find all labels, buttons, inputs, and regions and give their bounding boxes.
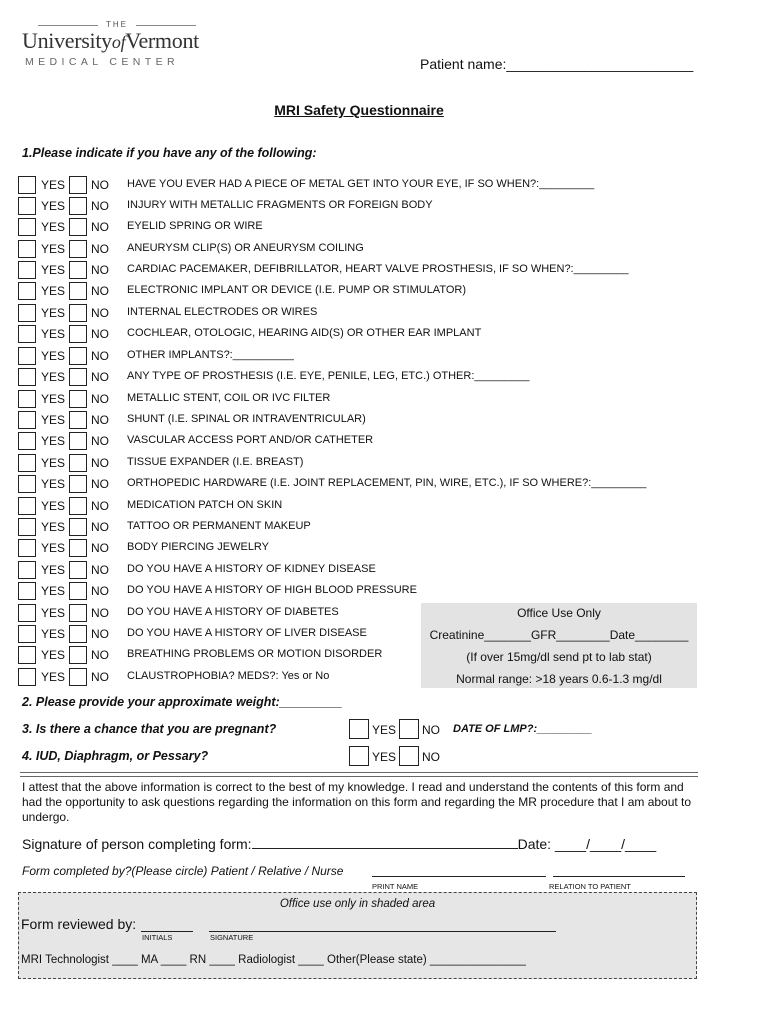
yes-checkbox[interactable]: [18, 475, 36, 493]
normal-range-note: Normal range: >18 years 0.6-1.3 mg/dl: [456, 672, 662, 686]
yes-checkbox[interactable]: [18, 411, 36, 429]
question-text: SHUNT (I.E. SPINAL OR INTRAVENTRICULAR): [127, 413, 366, 425]
no-checkbox[interactable]: [69, 282, 87, 300]
checklist-row: [18, 454, 718, 475]
office-use-title: Office Use Only: [517, 606, 601, 620]
question-text: CLAUSTROPHOBIA? MEDS?: Yes or No: [127, 670, 330, 682]
yes-label: YES: [41, 306, 66, 320]
no-label: NO: [91, 392, 109, 406]
no-label: NO: [91, 284, 109, 298]
no-checkbox[interactable]: [69, 411, 87, 429]
no-label: NO: [91, 627, 109, 641]
no-label: NO: [91, 327, 109, 341]
yes-checkbox[interactable]: [18, 261, 36, 279]
yes-checkbox[interactable]: [18, 218, 36, 236]
yes-checkbox[interactable]: [18, 240, 36, 258]
checklist-row: [18, 325, 718, 346]
date-field[interactable]: Date: ____/____/____: [517, 836, 657, 852]
checklist-row: [18, 475, 718, 496]
yes-label: YES: [41, 178, 66, 192]
question-text: BODY PIERCING JEWELRY: [127, 541, 270, 553]
yes-label: YES: [41, 349, 66, 363]
question-text: DO YOU HAVE A HISTORY OF HIGH BLOOD PRESSURE: [127, 584, 417, 596]
checklist-row: [18, 497, 718, 518]
yes-checkbox[interactable]: [18, 518, 36, 536]
no-checkbox[interactable]: [69, 197, 87, 215]
yes-label: YES: [41, 541, 66, 555]
no-label: NO: [91, 606, 109, 620]
yes-checkbox[interactable]: [18, 668, 36, 686]
no-label: NO: [91, 648, 109, 662]
yes-label: YES: [41, 327, 66, 341]
no-label: NO: [91, 242, 109, 256]
yes-checkbox[interactable]: [18, 390, 36, 408]
yes-checkbox[interactable]: [18, 582, 36, 600]
yes-checkbox[interactable]: [18, 347, 36, 365]
no-checkbox[interactable]: [69, 304, 87, 322]
yes-checkbox[interactable]: [18, 497, 36, 515]
question-text: CARDIAC PACEMAKER, DEFIBRILLATOR, HEART VALVE PROSTHESIS, IF SO WHEN?:_________: [127, 263, 629, 275]
question-1-heading: 1.Please indicate if you have any of the following:: [22, 146, 317, 160]
no-checkbox[interactable]: [69, 240, 87, 258]
form-title: MRI Safety Questionnaire: [274, 102, 444, 118]
office-shaded-area: [18, 892, 697, 979]
checklist-row: [18, 518, 718, 539]
yes-label: YES: [41, 670, 66, 684]
no-label: NO: [91, 584, 109, 598]
yes-label: YES: [41, 584, 66, 598]
iud-yes-label: YES: [372, 750, 397, 764]
yes-label: YES: [41, 413, 66, 427]
pregnant-no-label: NO: [422, 723, 440, 737]
no-label: NO: [91, 370, 109, 384]
question-text: VASCULAR ACCESS PORT AND/OR CATHETER: [127, 434, 374, 446]
question-text: DO YOU HAVE A HISTORY OF KIDNEY DISEASE: [127, 563, 376, 575]
logo-university-vermont: UniversityofVermont: [22, 28, 199, 53]
question-text: ANEURYSM CLIP(S) OR ANEURYSM COILING: [127, 242, 364, 254]
no-checkbox[interactable]: [69, 475, 87, 493]
yes-checkbox[interactable]: [18, 176, 36, 194]
question-4-iud: 4. IUD, Diaphragm, or Pessary?: [22, 749, 209, 763]
question-text: DO YOU HAVE A HISTORY OF DIABETES: [127, 606, 339, 618]
checklist-row: [18, 240, 718, 261]
checklist-row: [18, 197, 718, 218]
no-label: NO: [91, 263, 109, 277]
yes-label: YES: [41, 627, 66, 641]
question-text: TATTOO OR PERMANENT MAKEUP: [127, 520, 311, 532]
question-text: ANY TYPE OF PROSTHESIS (I.E. EYE, PENILE, LEG, ETC.) OTHER:_________: [127, 370, 530, 382]
checklist-row: [18, 368, 718, 389]
yes-checkbox[interactable]: [18, 561, 36, 579]
yes-checkbox[interactable]: [18, 604, 36, 622]
no-label: NO: [91, 541, 109, 555]
no-label: NO: [91, 434, 109, 448]
yes-checkbox[interactable]: [18, 646, 36, 664]
no-label: NO: [91, 670, 109, 684]
no-checkbox[interactable]: [69, 176, 87, 194]
question-text: COCHLEAR, OTOLOGIC, HEARING AID(S) OR OTHER EAR IMPLANT: [127, 327, 482, 339]
question-text: OTHER IMPLANTS?:__________: [127, 349, 294, 361]
university-of-vermont-logo: [22, 20, 199, 75]
initials-line[interactable]: [141, 931, 193, 932]
relation-caption: RELATION TO PATIENT: [549, 882, 631, 891]
question-2-weight[interactable]: 2. Please provide your approximate weight:_________: [22, 695, 343, 709]
no-checkbox[interactable]: [69, 646, 87, 664]
no-label: NO: [91, 199, 109, 213]
creatinine-gfr-line[interactable]: Creatinine_______GFR________Date________: [429, 628, 689, 642]
yes-checkbox[interactable]: [18, 368, 36, 386]
no-checkbox[interactable]: [69, 625, 87, 643]
attestation-text: I attest that the above information is correct to the best of my knowledge. I read and understand the contents of this form and had the opportunity to ask questions regarding the information on this form and regarding the MR procedure that I am about to undergo.: [22, 780, 692, 824]
initials-caption: INITIALS: [142, 933, 173, 942]
checklist-row: [18, 282, 718, 303]
question-text: EYELID SPRING OR WIRE: [127, 220, 263, 232]
checklist-row: [18, 304, 718, 325]
iud-yes-checkbox[interactable]: [349, 746, 369, 766]
divider-line: [20, 776, 698, 777]
yes-label: YES: [41, 392, 66, 406]
checklist-row: [18, 582, 718, 603]
question-text: ELECTRONIC IMPLANT OR DEVICE (I.E. PUMP OR STIMULATOR): [127, 284, 467, 296]
no-label: NO: [91, 178, 109, 192]
question-3-pregnant: 3. Is there a chance that you are pregnant?: [22, 722, 277, 736]
pregnant-yes-checkbox[interactable]: [349, 719, 369, 739]
yes-label: YES: [41, 263, 66, 277]
lab-stat-note: (If over 15mg/dl send pt to lab stat): [466, 650, 652, 664]
question-text: METALLIC STENT, COIL OR IVC FILTER: [127, 392, 331, 404]
no-checkbox[interactable]: [69, 518, 87, 536]
yes-checkbox[interactable]: [18, 325, 36, 343]
yes-checkbox[interactable]: [18, 197, 36, 215]
no-label: NO: [91, 306, 109, 320]
no-label: NO: [91, 349, 109, 363]
yes-label: YES: [41, 477, 66, 491]
yes-label: YES: [41, 520, 66, 534]
yes-label: YES: [41, 648, 66, 662]
no-label: NO: [91, 413, 109, 427]
no-label: NO: [91, 220, 109, 234]
checklist-row: [18, 432, 718, 453]
office-shaded-caption: Office use only in shaded area: [279, 898, 436, 910]
pregnant-yes-label: YES: [372, 723, 397, 737]
question-text: BREATHING PROBLEMS OR MOTION DISORDER: [127, 648, 383, 660]
logo-medical-center: MEDICAL CENTER: [25, 56, 179, 68]
no-checkbox[interactable]: [69, 539, 87, 557]
office-use-box: [421, 603, 697, 688]
no-checkbox[interactable]: [69, 218, 87, 236]
question-text: INJURY WITH METALLIC FRAGMENTS OR FOREIGN BODY: [127, 199, 433, 211]
no-checkbox[interactable]: [69, 368, 87, 386]
checklist-row: [18, 539, 718, 560]
staff-role-line[interactable]: MRI Technologist ____ MA ____ RN ____ Radiologist ____ Other(Please state) _______________: [21, 954, 526, 966]
yes-checkbox[interactable]: [18, 539, 36, 557]
signature-label: Signature of person completing form:: [22, 836, 252, 852]
no-checkbox[interactable]: [69, 347, 87, 365]
yes-label: YES: [41, 606, 66, 620]
checklist-row: [18, 411, 718, 432]
patient-name-field[interactable]: Patient name:________________________: [420, 56, 694, 72]
no-checkbox[interactable]: [69, 325, 87, 343]
pregnant-no-checkbox[interactable]: [399, 719, 419, 739]
yes-label: YES: [41, 370, 66, 384]
no-checkbox[interactable]: [69, 604, 87, 622]
yes-checkbox[interactable]: [18, 304, 36, 322]
yes-label: YES: [41, 242, 66, 256]
no-checkbox[interactable]: [69, 454, 87, 472]
question-text: HAVE YOU EVER HAD A PIECE OF METAL GET INTO YOUR EYE, IF SO WHEN?:_________: [127, 178, 595, 190]
no-label: NO: [91, 499, 109, 513]
signature-line[interactable]: [22, 836, 656, 852]
print-name-caption: PRINT NAME: [372, 882, 419, 891]
question-text: INTERNAL ELECTRODES OR WIRES: [127, 306, 318, 318]
yes-label: YES: [41, 220, 66, 234]
checklist-row: [18, 390, 718, 411]
iud-no-checkbox[interactable]: [399, 746, 419, 766]
yes-label: YES: [41, 563, 66, 577]
form-reviewed-by-label: Form reviewed by:: [21, 916, 137, 932]
signature-caption: SIGNATURE: [210, 933, 254, 942]
no-checkbox[interactable]: [69, 561, 87, 579]
yes-label: YES: [41, 499, 66, 513]
no-label: NO: [91, 563, 109, 577]
no-label: NO: [91, 477, 109, 491]
yes-checkbox[interactable]: [18, 432, 36, 450]
yes-label: YES: [41, 434, 66, 448]
question-text: TISSUE EXPANDER (I.E. BREAST): [127, 456, 304, 468]
lmp-date-field[interactable]: DATE OF LMP?:_________: [453, 723, 593, 735]
no-label: NO: [91, 520, 109, 534]
checklist-row: [18, 347, 718, 368]
yes-checkbox[interactable]: [18, 282, 36, 300]
reviewer-signature-line[interactable]: [209, 931, 556, 932]
question-text: MEDICATION PATCH ON SKIN: [127, 499, 283, 511]
relation-line[interactable]: [553, 876, 685, 877]
completed-by-line[interactable]: Form completed by?(Please circle) Patient / Relative / Nurse: [22, 864, 344, 878]
checklist-row: [18, 561, 718, 582]
no-label: NO: [91, 456, 109, 470]
yes-checkbox[interactable]: [18, 454, 36, 472]
no-checkbox[interactable]: [69, 261, 87, 279]
checklist-row: [18, 176, 718, 197]
no-checkbox[interactable]: [69, 390, 87, 408]
yes-label: YES: [41, 456, 66, 470]
yes-checkbox[interactable]: [18, 625, 36, 643]
yes-label: YES: [41, 284, 66, 298]
no-checkbox[interactable]: [69, 432, 87, 450]
yes-label: YES: [41, 199, 66, 213]
question-text: DO YOU HAVE A HISTORY OF LIVER DISEASE: [127, 627, 367, 639]
logo-the: THE: [106, 20, 128, 29]
question-text: ORTHOPEDIC HARDWARE (I.E. JOINT REPLACEMENT, PIN, WIRE, ETC.), IF SO WHERE?:_________: [127, 477, 647, 489]
signature-blank[interactable]: [252, 836, 518, 849]
checklist-row: [18, 218, 718, 239]
divider-line: [20, 772, 698, 773]
checklist-row: [18, 261, 718, 282]
no-checkbox[interactable]: [69, 582, 87, 600]
print-name-line[interactable]: [372, 876, 546, 877]
no-checkbox[interactable]: [69, 497, 87, 515]
no-checkbox[interactable]: [69, 668, 87, 686]
iud-no-label: NO: [422, 750, 440, 764]
